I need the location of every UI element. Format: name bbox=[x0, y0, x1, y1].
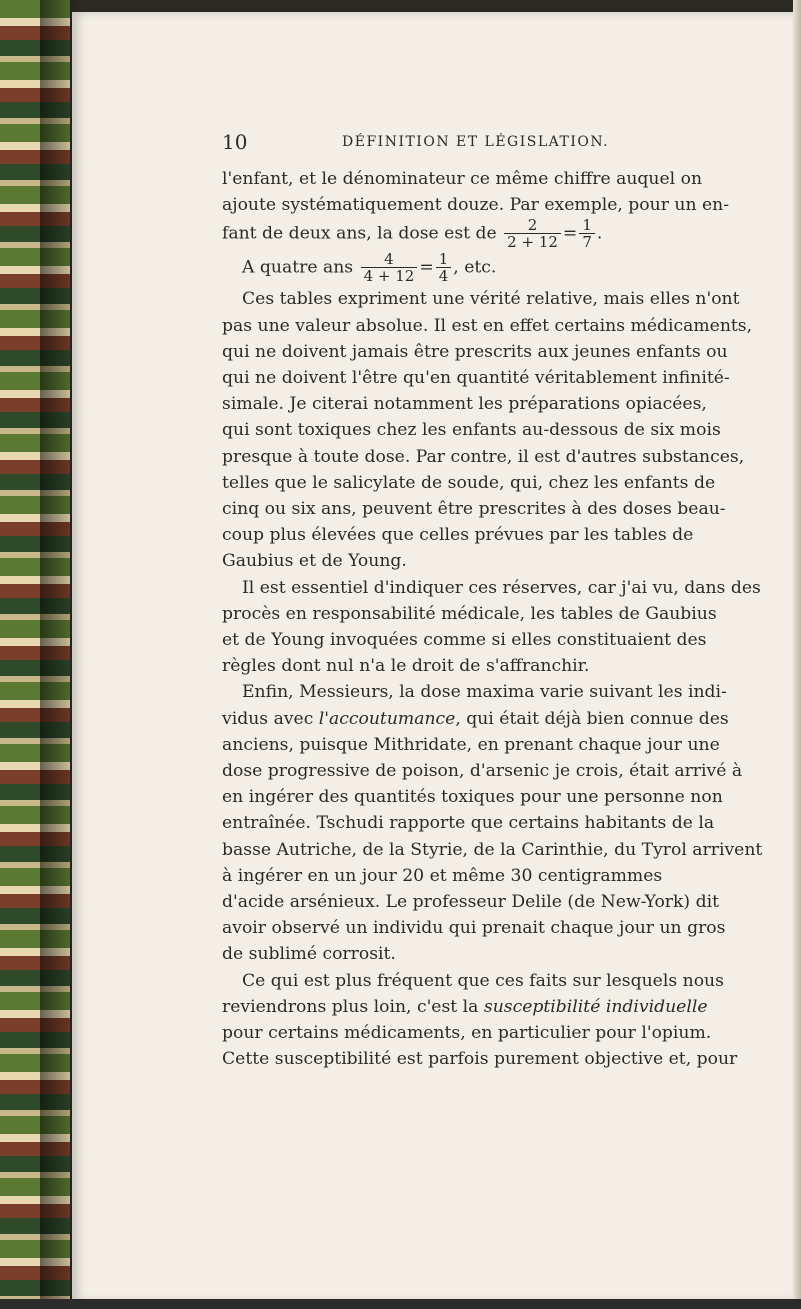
text-line: en ingérer des quantités toxiques pour une personne non bbox=[222, 787, 723, 808]
text-line: Cette susceptibilité est parfois purement objective et, pour bbox=[222, 1049, 738, 1070]
text-line: dose progressive de poison, d'arsenic je crois, était arrivé à bbox=[222, 761, 743, 782]
fraction: $\frac{2}{2 + 12}$ bbox=[504, 218, 561, 250]
fraction: $\frac{1}{4}$ bbox=[436, 252, 452, 284]
text-line: procès en responsabilité médicale, les tables de Gaubius bbox=[222, 603, 717, 624]
fraction: $\frac{1}{7}$ bbox=[579, 218, 595, 250]
formula-two-years: fant de deux ans, la dose est de $\frac{2}{2 + 12}$ = $\frac{1}{7}$ . bbox=[222, 216, 603, 252]
text-line: à ingérer en un jour 20 et même 30 centigrammes bbox=[222, 865, 663, 886]
text-line: d'acide arsénieux. Le professeur Delile (de New-York) dit bbox=[222, 892, 719, 913]
text-line: anciens, puisque Mithridate, en prenant chaque jour une bbox=[222, 734, 720, 755]
text-line: qui sont toxiques chez les enfants au-dessous de six mois bbox=[222, 420, 721, 441]
text-line: avoir observé un individu qui prenait chaque jour un gros bbox=[222, 918, 726, 939]
text-line: basse Autriche, de la Styrie, de la Carinthie, du Tyrol arrivent bbox=[222, 839, 763, 860]
text-line: ajoute systématiquement douze. Par exemple, pour un en- bbox=[222, 195, 730, 216]
page-header bbox=[222, 130, 762, 158]
text-line: telles que le salicylate de soude, qui, chez les enfants de bbox=[222, 472, 716, 493]
text-line: Enfin, Messieurs, la dose maxima varie suivant les indi- bbox=[242, 682, 727, 703]
text-line: presque à toute dose. Par contre, il est d'autres substances, bbox=[222, 446, 745, 467]
page-number: 10 bbox=[222, 130, 248, 154]
text-line: et de Young invoquées comme si elles constituaient des bbox=[222, 630, 707, 651]
text-line: qui ne doivent l'être qu'en quantité véritablement infinité- bbox=[222, 368, 730, 389]
text-line: coup plus élevées que celles prévues par les tables de bbox=[222, 525, 694, 546]
text-line: entraînée. Tschudi rapporte que certains habitants de la bbox=[222, 813, 715, 834]
running-title: DÉFINITION ET LÉGISLATION. bbox=[342, 134, 610, 150]
text-line: Ces tables expriment une vérité relative, mais elles n'ont bbox=[242, 289, 740, 310]
formula-four-years: A quatre ans $\frac{4}{4 + 12}$ = $\frac{1}{4}$ , etc. bbox=[242, 250, 497, 286]
fraction: $\frac{4}{4 + 12}$ bbox=[361, 252, 418, 284]
body-text bbox=[222, 166, 767, 1073]
page-edge bbox=[793, 0, 801, 1309]
text-line: cinq ou six ans, peuvent être prescrites à des doses beau- bbox=[222, 499, 726, 520]
text-line: Il est essentiel d'indiquer ces réserves, car j'ai vu, dans des bbox=[242, 577, 761, 598]
emphasis: susceptibilité individuelle bbox=[483, 996, 708, 1017]
text-line: l'enfant, et le dénominateur ce même chiffre auquel on bbox=[222, 169, 703, 189]
text-line: Ce qui est plus fréquent que ces faits sur lesquels nous bbox=[242, 970, 724, 991]
bottom-shadow bbox=[0, 1299, 801, 1309]
text-line: de sublimé corrosit. bbox=[222, 944, 396, 965]
text-line: simale. Je citerai notamment les préparations opiacées, bbox=[222, 394, 707, 415]
text-line: Gaubius et de Young. bbox=[222, 551, 407, 572]
text-line: pas une valeur absolue. Il est en effet certains médicaments, bbox=[222, 315, 753, 336]
emphasis: l'accoutumance bbox=[318, 708, 456, 729]
text-line: vidus avec l'accoutumance, qui était déjà bien connue des bbox=[222, 708, 729, 729]
text-line: reviendrons plus loin, c'est la susceptibilité individuelle bbox=[222, 996, 708, 1017]
text-line: pour certains médicaments, en particulier pour l'opium. bbox=[222, 1023, 712, 1044]
text-line: règles dont nul n'a le droit de s'affranchir. bbox=[222, 656, 590, 677]
text-line: qui ne doivent jamais être prescrits aux jeunes enfants ou bbox=[222, 341, 728, 362]
